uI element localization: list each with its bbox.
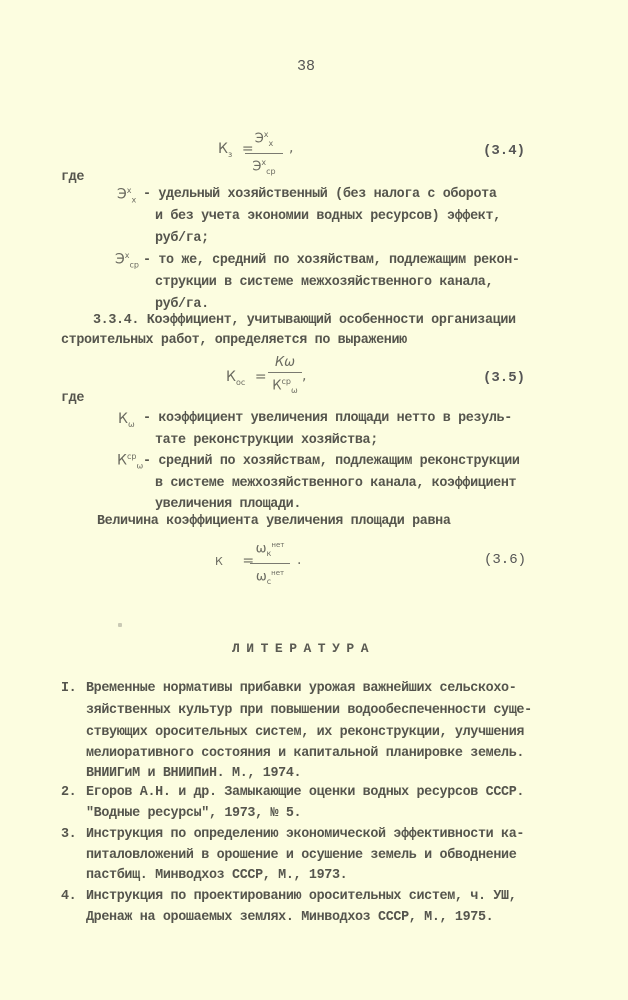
def-line: - то же, средний по хозяйствам, подлежащим рекон- (143, 253, 520, 268)
scan-speck (118, 623, 122, 627)
ref-line: мелиоративного состояния и капитальной планировке земель. (86, 746, 525, 761)
ref-line: ствующих оросительных систем, их реконструкции, улучшения (86, 725, 525, 740)
equals-sign: = (241, 141, 254, 157)
equation-number-3-4: (3.4) (483, 143, 526, 159)
formula-lhs: К (215, 555, 223, 568)
ref-line: Дренаж на орошаемых землях. Минводхоз СССР, М., 1975. (86, 910, 494, 925)
def-symbol-ex: $Э^х_х$ (117, 186, 137, 205)
ref-line: "Водные ресурсы", 1973, № 5. (86, 806, 302, 821)
denominator: $К^{ср}_\omega$ (272, 377, 298, 395)
equation-number-3-6: (3.6) (484, 552, 527, 568)
formula-lhs: $К_з$ (218, 141, 233, 159)
ref-line: Егоров А.Н. и др. Замыкающие оценки водных ресурсов СССР. (86, 785, 525, 800)
def-line: тате реконструкции хозяйства; (155, 433, 378, 448)
paragraph-line: 3.3.4. Коэффициент, учитывающий особенности организации (93, 313, 516, 328)
ref-line: Временные нормативы прибавки урожая важнейших сельскохо- (86, 681, 517, 696)
def-line: в системе межхозяйственного канала, коэффициент (155, 476, 517, 491)
ref-number: I. (61, 681, 77, 696)
def-symbol-esr: $Э^х_{ср}$ (115, 251, 139, 270)
formula-trail: , (302, 368, 307, 384)
def-line: увеличения площади. (155, 497, 302, 512)
def-line: руб/га. (155, 297, 209, 312)
denominator: $\omega_с^{нет}$ (255, 568, 285, 586)
ref-line: питаловложений в орошение и осушение земель и обводнение (86, 848, 517, 863)
paragraph-line: строительных работ, определяется по выражению (61, 333, 407, 348)
formula-3-5-fraction (268, 355, 302, 399)
def-line: руб/га; (155, 231, 209, 246)
equals-sign: = (254, 369, 267, 385)
numerator: $\omega_к^{нет}$ (255, 541, 285, 558)
def-line: - коэффициент увеличения площади нетто в резуль- (143, 411, 512, 426)
numerator: $Э^х_х$ (254, 130, 274, 148)
ref-line: ВНИИГиМ и ВНИИПиН. М., 1974. (86, 766, 302, 781)
equation-number-3-5: (3.5) (483, 370, 526, 386)
ref-line: Инструкция по проектированию оросительных систем, ч. УШ, (86, 889, 517, 904)
denominator: $Э^х_{ср}$ (252, 157, 276, 176)
def-line: - средний по хозяйствам, подлежащим реконструкции (143, 454, 520, 469)
page-number: 38 (297, 58, 316, 75)
formula-trail: , (289, 140, 294, 156)
formula-3-4-fraction (245, 127, 283, 180)
def-line: струкции в системе межхозяйственного канала, (155, 275, 494, 290)
formula-3-6 (215, 552, 254, 570)
ref-number: 2. (61, 785, 77, 800)
ref-number: 3. (61, 827, 77, 842)
equals-sign: = (242, 553, 255, 569)
ref-line: Инструкция по определению экономической эффективности ка- (86, 827, 525, 842)
def-line: - удельный хозяйственный (без налога с оборота (143, 187, 497, 202)
formula-3-5 (226, 368, 267, 387)
formula-3-6-fraction (250, 537, 290, 590)
ref-number: 4. (61, 889, 77, 904)
literature-heading: ЛИТЕРАТУРА (232, 641, 376, 656)
paragraph-line: Величина коэффициента увеличения площади равна (97, 514, 451, 529)
formula-lhs: $К_{ос}$ (226, 369, 246, 387)
def-line: и без учета экономии водных ресурсов) эффект, (155, 209, 501, 224)
where-label: где (61, 170, 85, 185)
ref-line: пастбищ. Минводхоз СССР, М., 1973. (86, 868, 348, 883)
ref-line: зяйственных культур при повышении водообеспеченности суще- (86, 703, 532, 718)
def-symbol-komega-sr: $К^{ср}_\omega$ (117, 452, 144, 471)
numerator: Кω (274, 355, 296, 370)
where-label: где (61, 391, 85, 406)
def-symbol-komega: $К_\omega$ (118, 411, 135, 429)
formula-trail: . (297, 552, 302, 568)
